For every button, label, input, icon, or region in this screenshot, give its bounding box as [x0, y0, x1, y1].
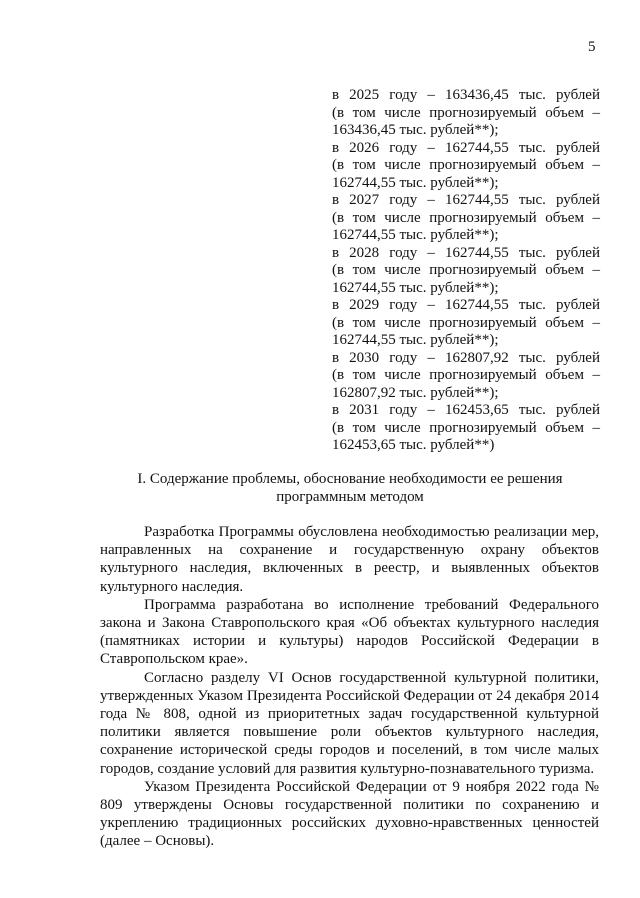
funding-line: 162744,55 тыс. рублей**);	[332, 279, 499, 296]
funding-line: в 2026 году – 162744,55 тыс. рублей	[332, 139, 600, 156]
funding-line: в 2028 году – 162744,55 тыс. рублей	[332, 244, 600, 261]
funding-line: 163436,45 тыс. рублей**);	[332, 122, 499, 138]
funding-line: 162744,55 тыс. рублей**);	[332, 174, 499, 191]
funding-line: (в том числе прогнозируемый объем –	[332, 104, 600, 121]
funding-line: в 2029 году – 162744,55 тыс. рублей	[332, 297, 600, 313]
body-text	[100, 523, 599, 851]
funding-line: в 2025 году – 163436,45 тыс. рублей	[332, 87, 600, 103]
funding-line: в 2031 году – 162453,65 тыс. рублей	[332, 402, 600, 418]
funding-line: (в том числе прогнозируемый объем –	[332, 262, 600, 278]
funding-line: (в том числе прогнозируемый объем –	[332, 157, 600, 173]
paragraph: Указом Президента Российской Федерации от 9 ноября 2022 года № 809 утверждены Основы государственной политики по сохранению и укреплению традиционных российских духовно-нравственных ценностей (далее – Основы).	[100, 778, 599, 850]
section-heading	[110, 470, 590, 506]
funding-line: 162744,55 тыс. рублей**);	[332, 332, 499, 348]
funding-line: в 2027 году – 162744,55 тыс. рублей	[332, 192, 600, 208]
funding-line: (в том числе прогнозируемый объем –	[332, 367, 600, 383]
funding-volume-block	[332, 87, 600, 455]
page-number: 5	[588, 39, 596, 55]
funding-line: (в том числе прогнозируемый объем –	[332, 419, 600, 436]
section-heading-line: I. Содержание проблемы, обоснование необходимости ее решения	[137, 471, 563, 487]
paragraph: Согласно разделу VI Основ государственной культурной политики, утвержденных Указом Президента Российской Федерации от 24 декабря 2014 года № 808, одной из приоритетных задач государственной культурной политики является повышение роли объектов культурного наследия, сохранение исторической среды городов и поселений, в том числе малых городов, создание условий для развития культурно-познавательного туризма.	[100, 669, 599, 777]
funding-line: 162807,92 тыс. рублей**);	[332, 384, 499, 401]
section-heading-line: программным методом	[276, 489, 424, 505]
funding-line: (в том числе прогнозируемый объем –	[332, 209, 600, 226]
funding-line: в 2030 году – 162807,92 тыс. рублей	[332, 349, 600, 366]
funding-line: 162453,65 тыс. рублей**)	[332, 437, 495, 453]
funding-line: (в том числе прогнозируемый объем –	[332, 314, 600, 331]
paragraph: Разработка Программы обусловлена необходимостью реализации мер, направленных на сохранение и государственную охрану объектов культурного наследия, включенных в реестр, и выявленных объектов культурного наследия.	[100, 524, 599, 595]
paragraph: Программа разработана во исполнение требований Федерального закона и Закона Ставропольского края «Об объектах культурного наследия (памятниках истории и культуры) народов Российской Федерации в Ставропольском крае».	[100, 596, 599, 668]
funding-line: 162744,55 тыс. рублей**);	[332, 227, 499, 243]
